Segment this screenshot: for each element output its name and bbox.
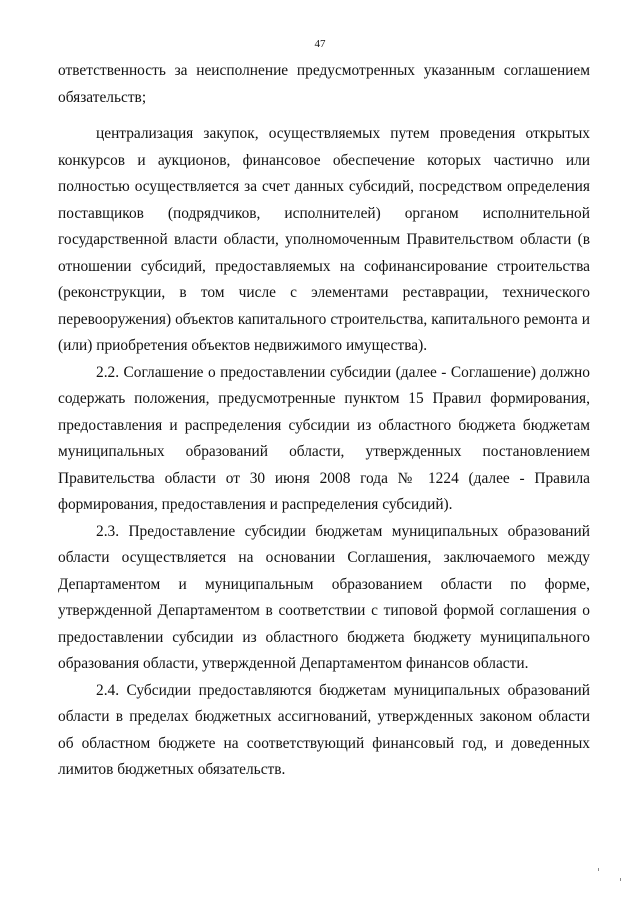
- paragraph-2-4-budget-limits: 2.4. Субсидии предоставляются бюджетам муниципальных образований области в пределах бюджетных ассигнований, утвержденных законом области об областном бюджете на соответствующий финансовый год, и доведенных лимитов бюджетных обязательств.: [58, 681, 590, 778]
- paragraph-obligations-responsibility: ответственность за неисполнение предусмотренных указанным соглашением обязательств;: [58, 62, 590, 106]
- document-body: [58, 58, 590, 784]
- scan-speck: [598, 868, 599, 871]
- paragraph-2-2-agreement: 2.2. Соглашение о предоставлении субсидии (далее - Соглашение) должно содержать положения, предусмотренные пунктом 15 Правил формирования, предоставления и распределения субсидии из областного бюджета бюджетам муниципальных образований области, утвержденных постановлением Правительства области от 30 июня 2008 года № 1224 (далее - Правила формирования, предоставления и распределения субсидий).: [58, 363, 590, 513]
- paragraph-procurement-centralization: централизация закупок, осуществляемых путем проведения открытых конкурсов и аукционов, финансовое обеспечение которых частично или полностью осуществляется за счет данных субсидий, посредством определения поставщиков (подрядчиков, исполнителей) органом исполнительной государственной власти области, уполномоченным Правительством области (в отношении субсидий, предоставляемых на софинансирование строительства (реконструкции, в том числе с элементами реставрации, технического перевооружения) объектов капитального строительства, капитального ремонта и (или) приобретения объектов недвижимого имущества).: [58, 125, 590, 354]
- page-number: 47: [314, 38, 326, 50]
- paragraph-2-3-subsidy-provision: 2.3. Предоставление субсидии бюджетам муниципальных образований области осуществляется на основании Соглашения, заключаемого между Департаментом и муниципальным образованием области по форме, утвержденной Департаментом в соответствии с типовой формой соглашения о предоставлении субсидии из областного бюджета бюджету муниципального образования области, утвержденной Департаментом финансов области.: [58, 522, 590, 672]
- scan-speck: [620, 878, 621, 881]
